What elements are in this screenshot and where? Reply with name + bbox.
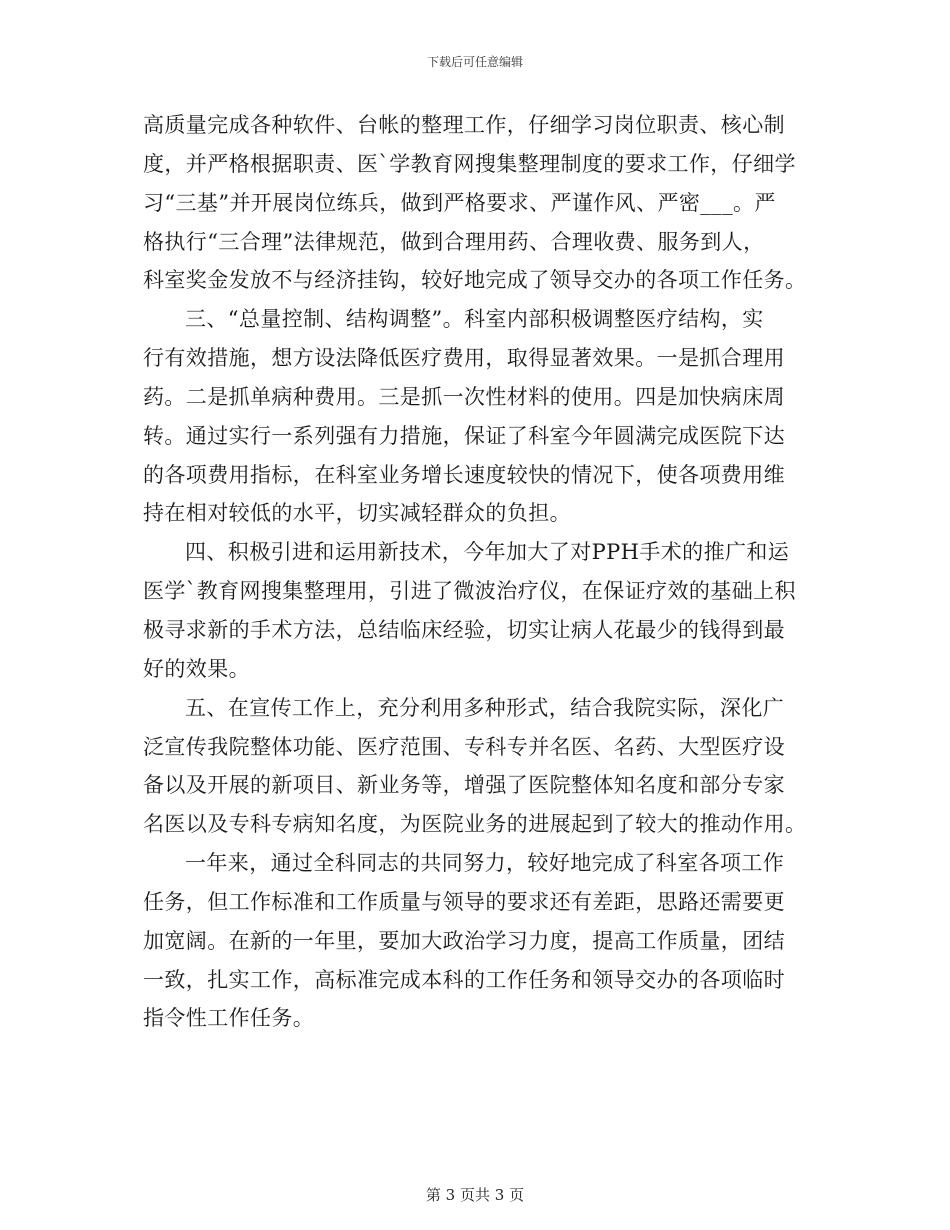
text-line: 科室奖金发放不与经济挂钩，较好地完成了领导交办的各项工作任务。 [143, 268, 807, 293]
text-line: 名医以及专科专病知名度，为医院业务的进展起到了较大的推动作用。 [143, 812, 807, 837]
text-line: 三、“总量控制、结构调整”。科室内部积极调整医疗结构，实 [185, 307, 764, 332]
text-line: 高质量完成各种软件、台帐的整理工作，仔细学习岗位职责、核心制 [143, 113, 785, 137]
text-line: 泛宣传我院整体功能、医疗范围、专科专并名医、名药、大型医疗设 [143, 734, 785, 759]
text-line: 任务，但工作标准和工作质量与领导的要求还有差距，思路还需要更 [143, 889, 785, 914]
document-body [143, 106, 809, 1038]
text-line: 度，并严格根据职责、医`学教育网搜集整理制度的要求工作，仔细学 [143, 151, 796, 176]
text-line: 加宽阔。在新的一年里，要加大政治学习力度，提高工作质量，团结 [143, 928, 785, 953]
text-line: 五、在宣传工作上，充分利用多种形式，结合我院实际，深化广 [185, 695, 785, 720]
text-line: 极寻求新的手术方法，总结临床经验，切实让病人花最少的钱得到最 [143, 617, 785, 642]
text-line: 习“三基”并开展岗位练兵，做到严格要求、严谨作风、严密___。严 [143, 190, 776, 215]
text-line: 指令性工作任务。 [143, 1006, 315, 1031]
text-line: 行有效措施，想方设法降低医疗费用，取得显著效果。一是抓合理用 [143, 346, 785, 371]
text-line: 一年来，通过全科同志的共同努力，较好地完成了科室各项工作 [185, 851, 785, 876]
text-line: 备以及开展的新项目、新业务等，增强了医院整体知名度和部分专家 [143, 773, 785, 798]
text-line: 好的效果。 [143, 656, 250, 681]
page-footer: 第 3 页共 3 页 [425, 1186, 525, 1204]
page-header: 下载后可任意编辑 [426, 55, 523, 69]
text-line: 格执行“三合理”法律规范，做到合理用药、合理收费、服务到人， [143, 229, 765, 254]
text-line: 四、积极引进和运用新技术，今年加大了对PPH手术的推广和运 [185, 540, 790, 565]
text-line: 转。通过实行一系列强有力措施，保证了科室今年圆满完成医院下达 [143, 423, 785, 448]
text-line: 一致，扎实工作，高标准完成本科的工作任务和领导交办的各项临时 [143, 967, 785, 992]
text-line: 药。二是抓单病种费用。三是抓一次性材料的使用。四是加快病床周 [143, 384, 785, 409]
text-line: 医学`教育网搜集整理用，引进了微波治疗仪，在保证疗效的基础上积 [143, 579, 796, 604]
text-line: 的各项费用指标，在科室业务增长速度较快的情况下，使各项费用维 [143, 462, 785, 487]
text-line: 持在相对较低的水平，切实减轻群众的负担。 [143, 501, 571, 526]
